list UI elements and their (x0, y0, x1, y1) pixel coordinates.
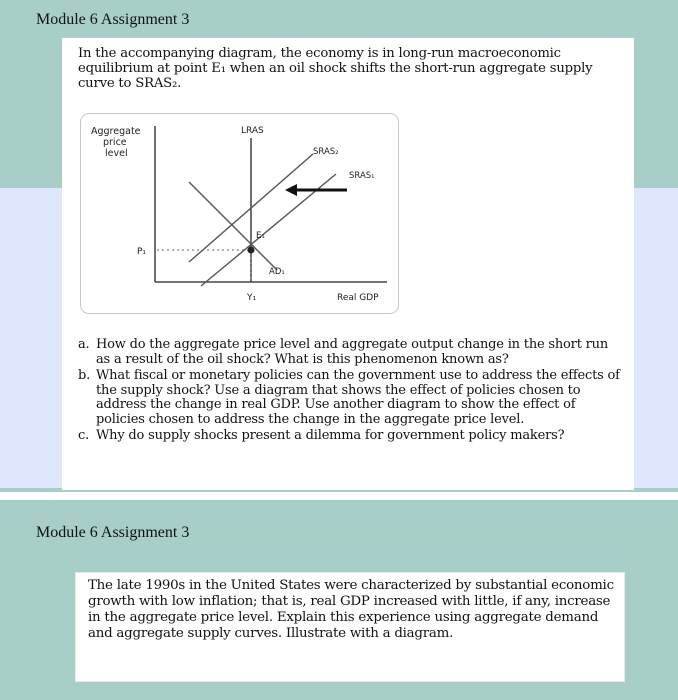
section-divider (0, 492, 678, 500)
module-title-bottom: Module 6 Assignment 3 (36, 524, 190, 541)
question-item-a (78, 338, 623, 367)
question-marker: a. (78, 337, 90, 352)
question-marker: b. (78, 368, 91, 383)
x-axis-label: Real GDP (337, 293, 379, 303)
e1-point (248, 247, 255, 254)
y-axis-label-2: price (103, 137, 127, 148)
question-text: What fiscal or monetary policies can the government use to address the effects of the supply shock? Use a diagram that shows the effect of policies chosen to address the change in real GDP. Use another diagram to show the effect of policies chosen to address the change in the aggregate price level. (96, 368, 620, 427)
ad1-line (189, 182, 277, 270)
y-axis-label-3: level (105, 148, 128, 159)
question-item-b (78, 369, 623, 427)
ad1-label: AD₁ (269, 267, 285, 277)
question-intro: In the accompanying diagram, the economy is in long-run macroeconomic equilibrium at point E₁ when an oil shock shifts the short-run aggregate supply curve to SRAS₂. (78, 46, 593, 91)
diagram-svg (81, 114, 398, 313)
question-list (78, 338, 623, 446)
p1-label: P₁ (137, 247, 147, 257)
y1-label: Y₁ (247, 293, 257, 303)
question-text: How do the aggregate price level and aggregate output change in the short run as a result of the oil shock? What is this phenomenon known as? (96, 337, 609, 367)
as-ad-diagram (80, 113, 399, 314)
sras1-label: SRAS₁ (349, 171, 375, 181)
shift-arrow-head (285, 184, 297, 196)
question-item-c (78, 429, 623, 444)
e1-label: E₁ (256, 231, 265, 241)
y-axis-label-1: Aggregate (91, 126, 141, 137)
bottom-question-text: The late 1990s in the United States were characterized by substantial economic growth with low inflation; that is, real GDP increased with little, if any, increase in the aggregate price level. Explain this experience using aggregate demand and aggregate supply curves. Illustrate with a diagram. (88, 578, 614, 641)
lras-label: LRAS (241, 126, 264, 136)
question-marker: c. (78, 428, 90, 443)
question-text: Why do supply shocks present a dilemma for government policy makers? (96, 428, 565, 443)
module-title-top: Module 6 Assignment 3 (36, 11, 190, 28)
sras2-label: SRAS₂ (313, 147, 339, 157)
